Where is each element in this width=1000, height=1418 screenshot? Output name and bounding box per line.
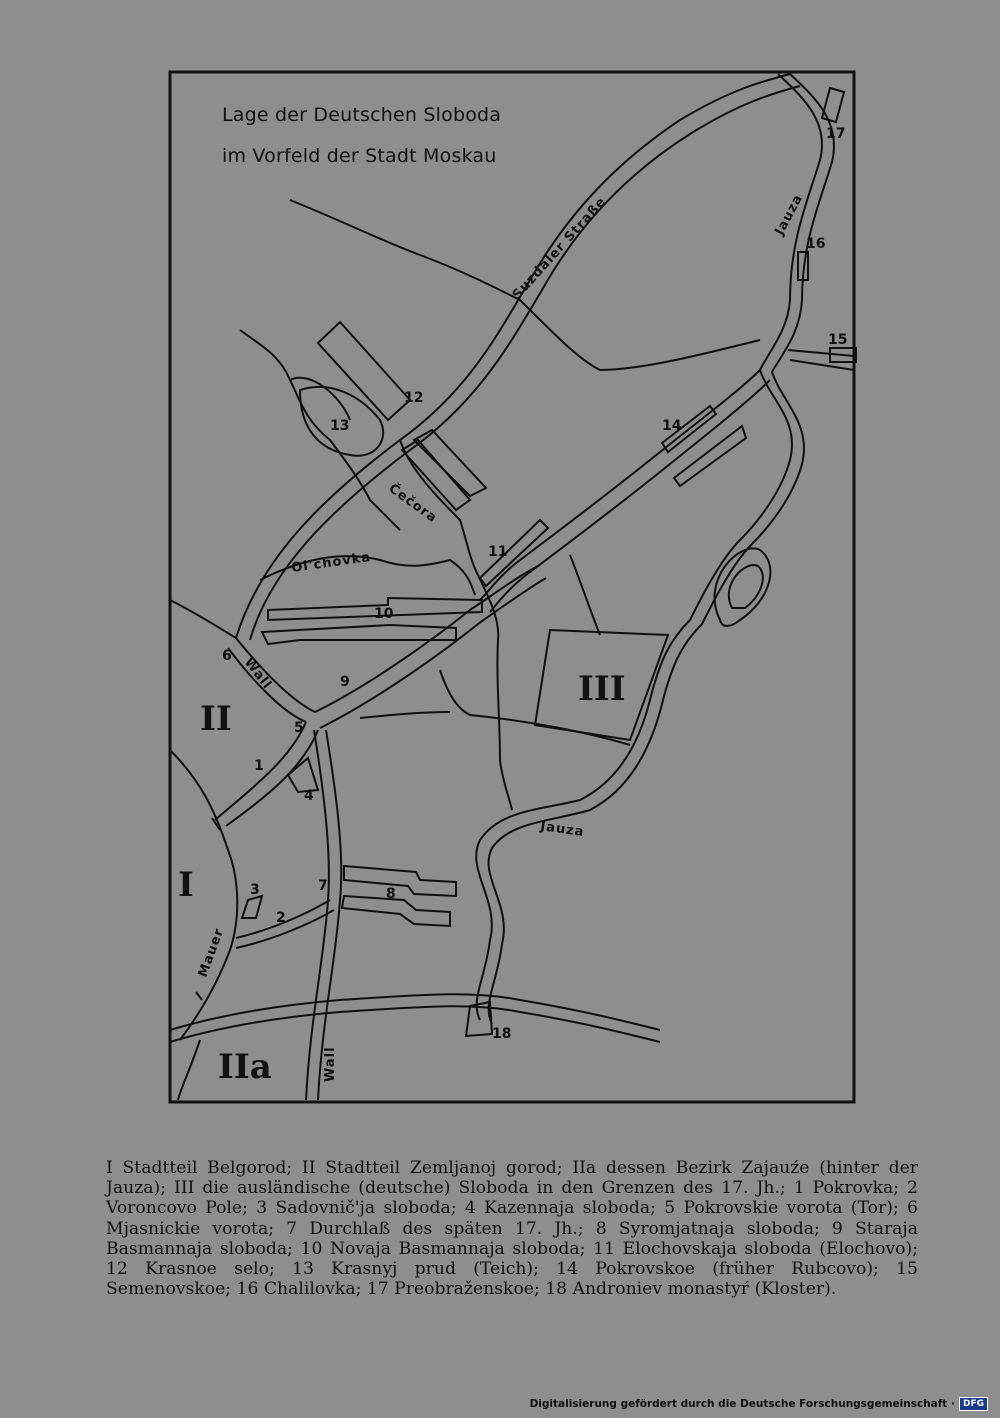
map-title-line1: Lage der Deutschen Sloboda <box>222 104 502 126</box>
label-9: 9 <box>340 674 350 690</box>
label-wall-upper: Wall <box>240 655 275 693</box>
label-11: 11 <box>488 544 508 560</box>
label-district-III: III <box>578 669 626 709</box>
label-17: 17 <box>826 126 846 142</box>
footer-text: Digitalisierung gefördert durch die Deutsche Forschungsgemeinschaft · <box>529 1398 955 1410</box>
label-2: 2 <box>276 910 286 926</box>
settlement-8 <box>344 866 456 896</box>
label-7: 7 <box>318 878 328 894</box>
label-suzdaler: Suzdaler Straße <box>509 194 610 303</box>
label-10: 10 <box>374 606 394 622</box>
label-district-IIa: IIa <box>218 1047 272 1087</box>
label-5: 5 <box>294 720 304 736</box>
label-16: 16 <box>806 236 826 252</box>
label-14: 14 <box>662 418 682 434</box>
map-title-line2: im Vorfeld der Stadt Moskau <box>222 145 497 167</box>
map-caption: I Stadtteil Belgorod; II Stadtteil Zemljanoj gorod; IIa dessen Bezirk Zajauźe (hinter der Jauza); III die ausländische (deutsche) Sloboda in den Grenzen des 17. Jh.; 1 Pokrovka; 2 Voroncovo Pole; 3 Sadovnič'ja sloboda; 4 Kazennaja sloboda; 5 Pokrovskie vorota (Tor); 6 Mjasnickie vorota; 7 Durchlaß des späten 17. Jh.; 8 Syromjatnaja sloboda; 9 Staraja Basmannaja sloboda; 10 Novaja Basmannaja sloboda; 11 Elochovskaja sloboda (Elochovo); 12 Krasnoe selo; 13 Krasnyj prud (Teich); 14 Pokrovskoe (früher Rubcovo); 15 Semenovskoe; 16 Chalilovka; 17 Preobraženskoe; 18 Androniev monastyŕ (Kloster). <box>106 1158 918 1300</box>
label-12: 12 <box>404 390 424 406</box>
settlement-17 <box>822 88 844 122</box>
label-jauza-bottom: Jauza <box>539 819 586 841</box>
settlement-4 <box>288 758 318 792</box>
label-8: 8 <box>386 886 396 902</box>
label-6: 6 <box>222 648 232 664</box>
label-jauza-top: Jauza <box>772 191 807 238</box>
label-3: 3 <box>250 882 260 898</box>
label-cecora: Čečora <box>385 481 440 527</box>
label-15: 15 <box>828 332 848 348</box>
label-18: 18 <box>492 1026 512 1042</box>
footer <box>530 1397 988 1411</box>
label-district-II: II <box>200 699 232 739</box>
label-4: 4 <box>304 788 314 804</box>
settlement-3 <box>242 896 262 918</box>
label-13: 13 <box>330 418 350 434</box>
label-mauer: Mauer <box>195 926 228 980</box>
label-olchovka: Ol'chovka <box>290 549 373 576</box>
label-1: 1 <box>254 758 264 774</box>
dfg-logo[interactable]: DFG <box>959 1397 988 1411</box>
settlement-12 <box>318 322 410 420</box>
label-district-I: I <box>178 865 194 905</box>
label-wall-lower: Wall <box>323 1046 338 1082</box>
